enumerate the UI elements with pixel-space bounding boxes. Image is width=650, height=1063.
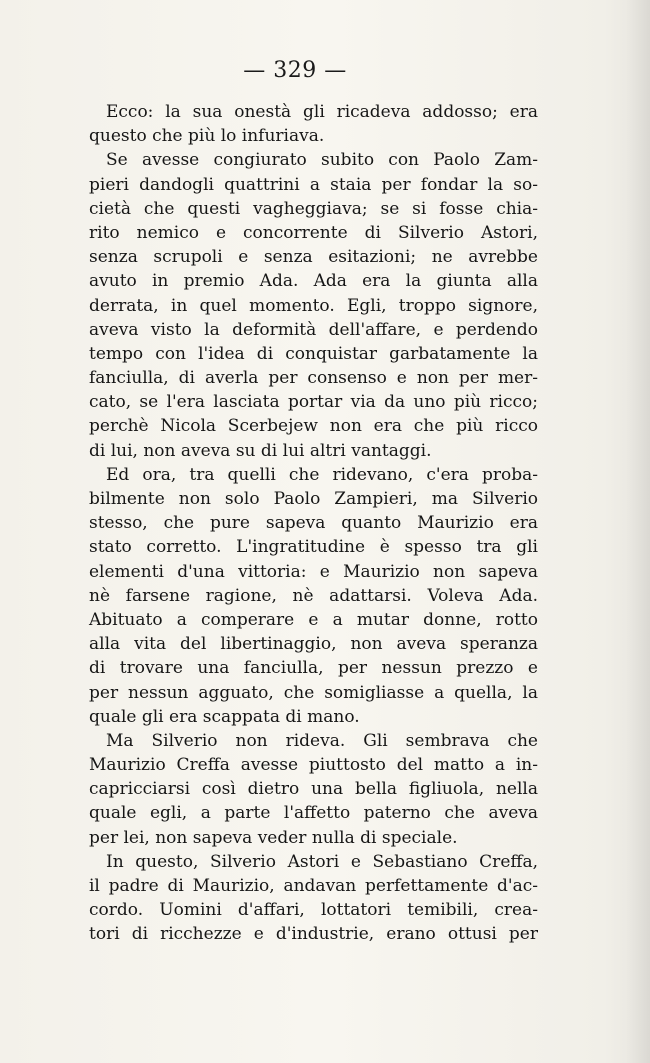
text-line: In questo, Silverio Astori e Sebastiano Creffa, — [106, 851, 538, 872]
text-line: quale gli era scappata di mano. — [89, 706, 360, 727]
text-line: Ecco: la sua onestà gli ricadeva addosso; era — [106, 102, 538, 122]
text-line: cietà che questi vagheggiava; se si fosse chia- — [89, 198, 538, 219]
text-line: fanciulla, di averla per consenso e non per mer- — [89, 368, 538, 389]
text-line: aveva visto la deformità dell'affare, e perdendo — [89, 319, 538, 340]
text-line: tori di ricchezze e d'industrie, erano ottusi per — [89, 924, 538, 945]
text-line: bilmente non solo Paolo Zampieri, ma Silverio — [89, 489, 538, 509]
text-line: elementi d'una vittoria: e Maurizio non sapeva — [89, 561, 538, 582]
paragraph-3 — [89, 463, 538, 729]
text-line: tempo con l'idea di conquistar garbatamente la — [89, 343, 538, 364]
text-line: Ed ora, tra quelli che ridevano, c'era proba- — [106, 464, 538, 485]
text-line: nè farsene ragione, nè adattarsi. Voleva Ada. — [89, 585, 538, 606]
text-line: di lui, non aveva su di lui altri vantaggi. — [89, 440, 432, 461]
text-line: Se avesse congiurato subito con Paolo Zam- — [106, 150, 538, 171]
text-line: stesso, che pure sapeva quanto Maurizio era — [89, 513, 538, 534]
text-line: avuto in premio Ada. Ada era la giunta alla — [89, 271, 538, 292]
page-edge-shadow — [626, 0, 650, 1063]
paragraph-5 — [89, 850, 538, 947]
paragraph-2 — [89, 148, 538, 462]
text-line: per lei, non sapeva veder nulla di speciale. — [89, 827, 458, 848]
text-line: alla vita del libertinaggio, non aveva speranza — [89, 634, 538, 655]
paragraph-1 — [89, 100, 538, 148]
text-line: di trovare una fanciulla, per nessun prezzo e — [89, 658, 538, 679]
text-line: quale egli, a parte l'affetto paterno che aveva — [89, 803, 538, 824]
text-line: stato corretto. L'ingratitudine è spesso tra gli — [89, 537, 538, 558]
paragraph-4 — [89, 729, 538, 850]
text-line: derrata, in quel momento. Egli, troppo signore, — [89, 295, 538, 316]
text-line: questo che più lo infuriava. — [89, 126, 325, 147]
text-line: Abituato a comperare e a mutar donne, rotto — [89, 609, 538, 630]
text-line: capricciarsi così dietro una bella figliuola, nella — [89, 779, 538, 800]
text-line: cordo. Uomini d'affari, lottatori temibili, crea- — [89, 900, 538, 921]
text-line: rito nemico e concorrente di Silverio Astori, — [89, 222, 538, 243]
text-line: cato, se l'era lasciata portar via da uno più ricco; — [89, 392, 538, 413]
text-line: pieri dandogli quattrini a staia per fondar la so- — [89, 174, 538, 195]
text-line: per nessun agguato, che somigliasse a quella, la — [89, 682, 538, 703]
page-number: — 329 — — [243, 58, 347, 83]
text-line: Ma Silverio non rideva. Gli sembrava che — [106, 730, 538, 751]
text-line: Maurizio Creffa avesse piuttosto del matto a in- — [89, 755, 538, 776]
text-line: senza scrupoli e senza esitazioni; ne avrebbe — [89, 247, 538, 268]
text-line: il padre di Maurizio, andavan perfettamente d'ac- — [89, 876, 538, 896]
body-text — [89, 100, 538, 947]
text-line: perchè Nicola Scerbejew non era che più ricco — [89, 416, 538, 437]
